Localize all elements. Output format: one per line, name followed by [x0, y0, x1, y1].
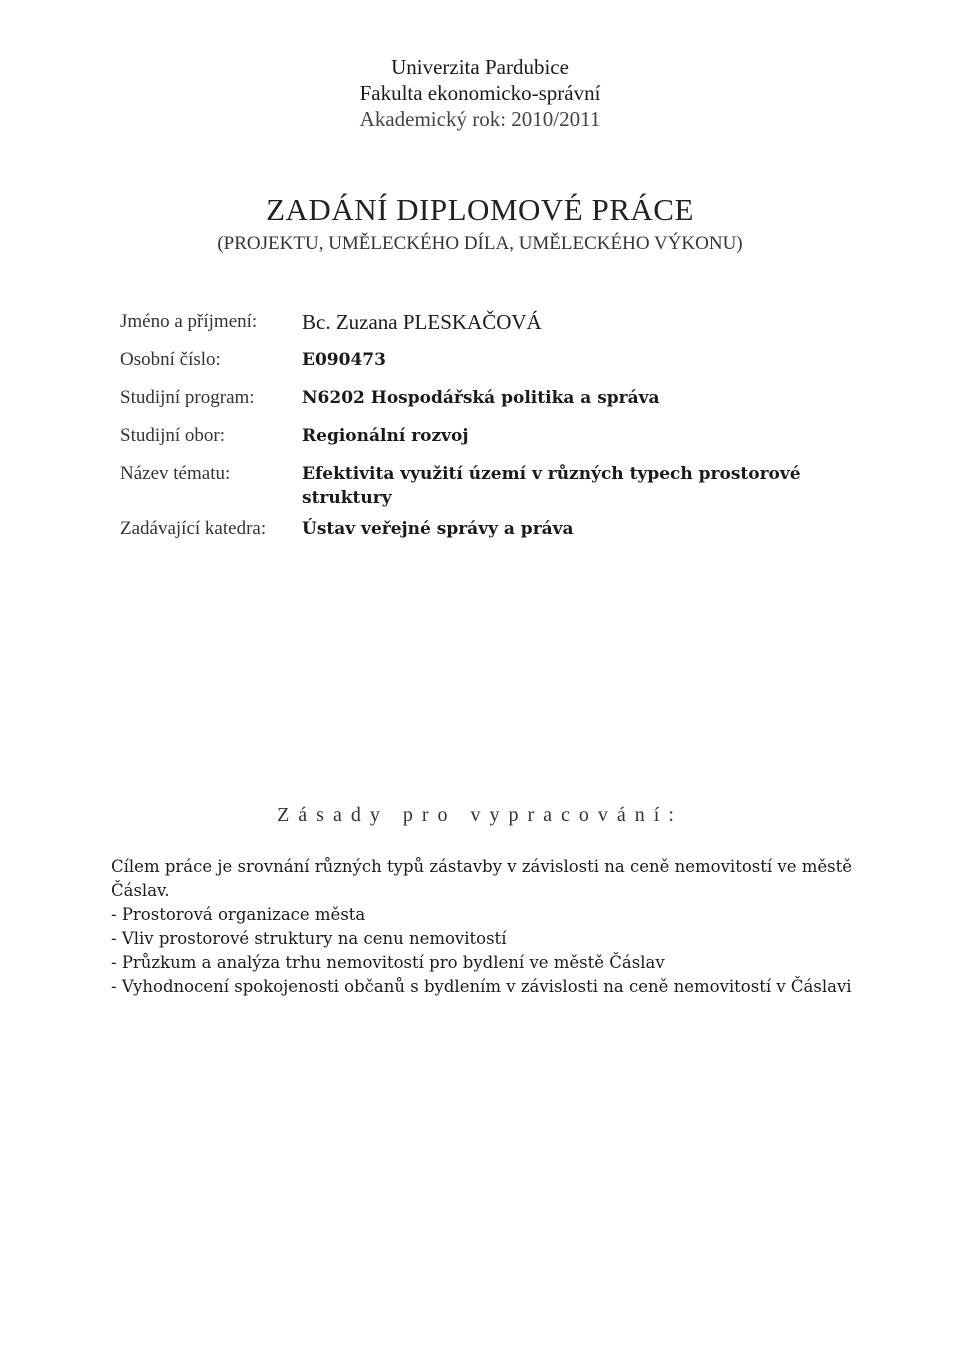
field-value: Regionální rozvoj	[302, 426, 469, 446]
info-row-program	[120, 386, 850, 424]
document-title: ZADÁNÍ DIPLOMOVÉ PRÁCE	[266, 192, 694, 227]
info-row-department	[120, 517, 850, 547]
info-row-personal-number	[120, 348, 850, 386]
personal-number-value: E090473	[302, 350, 386, 370]
guidelines-item: - Prostorová organizace města	[111, 905, 366, 924]
program-label: Studijní program:	[120, 387, 255, 408]
info-table	[120, 310, 850, 547]
guidelines-item: - Průzkum a analýza trhu nemovitostí pro bydlení ve městě Čáslav	[111, 953, 665, 972]
info-row-name	[120, 310, 850, 348]
topic-value-line-2: struktury	[302, 488, 392, 508]
department-label: Zadávající katedra:	[120, 518, 267, 539]
department-value: Ústav veřejné správy a práva	[302, 519, 574, 539]
topic-label: Název tématu:	[120, 463, 231, 484]
document-header	[0, 54, 960, 132]
guidelines-item: - Vliv prostorové struktury na cenu nemovitostí	[111, 929, 507, 948]
academic-year: Akademický rok: 2010/2011	[359, 107, 601, 131]
field-label: Studijní obor:	[120, 425, 226, 446]
topic-value	[302, 462, 801, 517]
program-value: N6202 Hospodářská politika a správa	[302, 388, 660, 408]
guidelines-content	[111, 855, 871, 999]
guidelines-heading: Zásady pro vypracování:	[277, 804, 683, 826]
info-row-field	[120, 424, 850, 462]
guidelines-intro-line-1: Cílem práce je srovnání různých typů zástavby v závislosti na ceně nemovitostí ve městě	[111, 857, 852, 876]
guidelines-item: - Vyhodnocení spokojenosti občanů s bydlením v závislosti na ceně nemovitostí v Čáslavi	[111, 977, 852, 996]
document-subtitle: (PROJEKTU, UMĚLECKÉHO DÍLA, UMĚLECKÉHO VÝKONU)	[217, 233, 743, 254]
info-row-topic	[120, 462, 850, 517]
name-label: Jméno a příjmení:	[120, 311, 258, 332]
name-value: Bc. Zuzana PLESKAČOVÁ	[302, 310, 542, 334]
university-name: Univerzita Pardubice	[391, 55, 569, 79]
guidelines-intro-line-2: Čáslav.	[111, 881, 170, 900]
topic-value-line-1: Efektivita využití území v různých typech prostorové	[302, 464, 801, 484]
faculty-name: Fakulta ekonomicko-správní	[359, 81, 601, 105]
personal-number-label: Osobní číslo:	[120, 349, 221, 370]
